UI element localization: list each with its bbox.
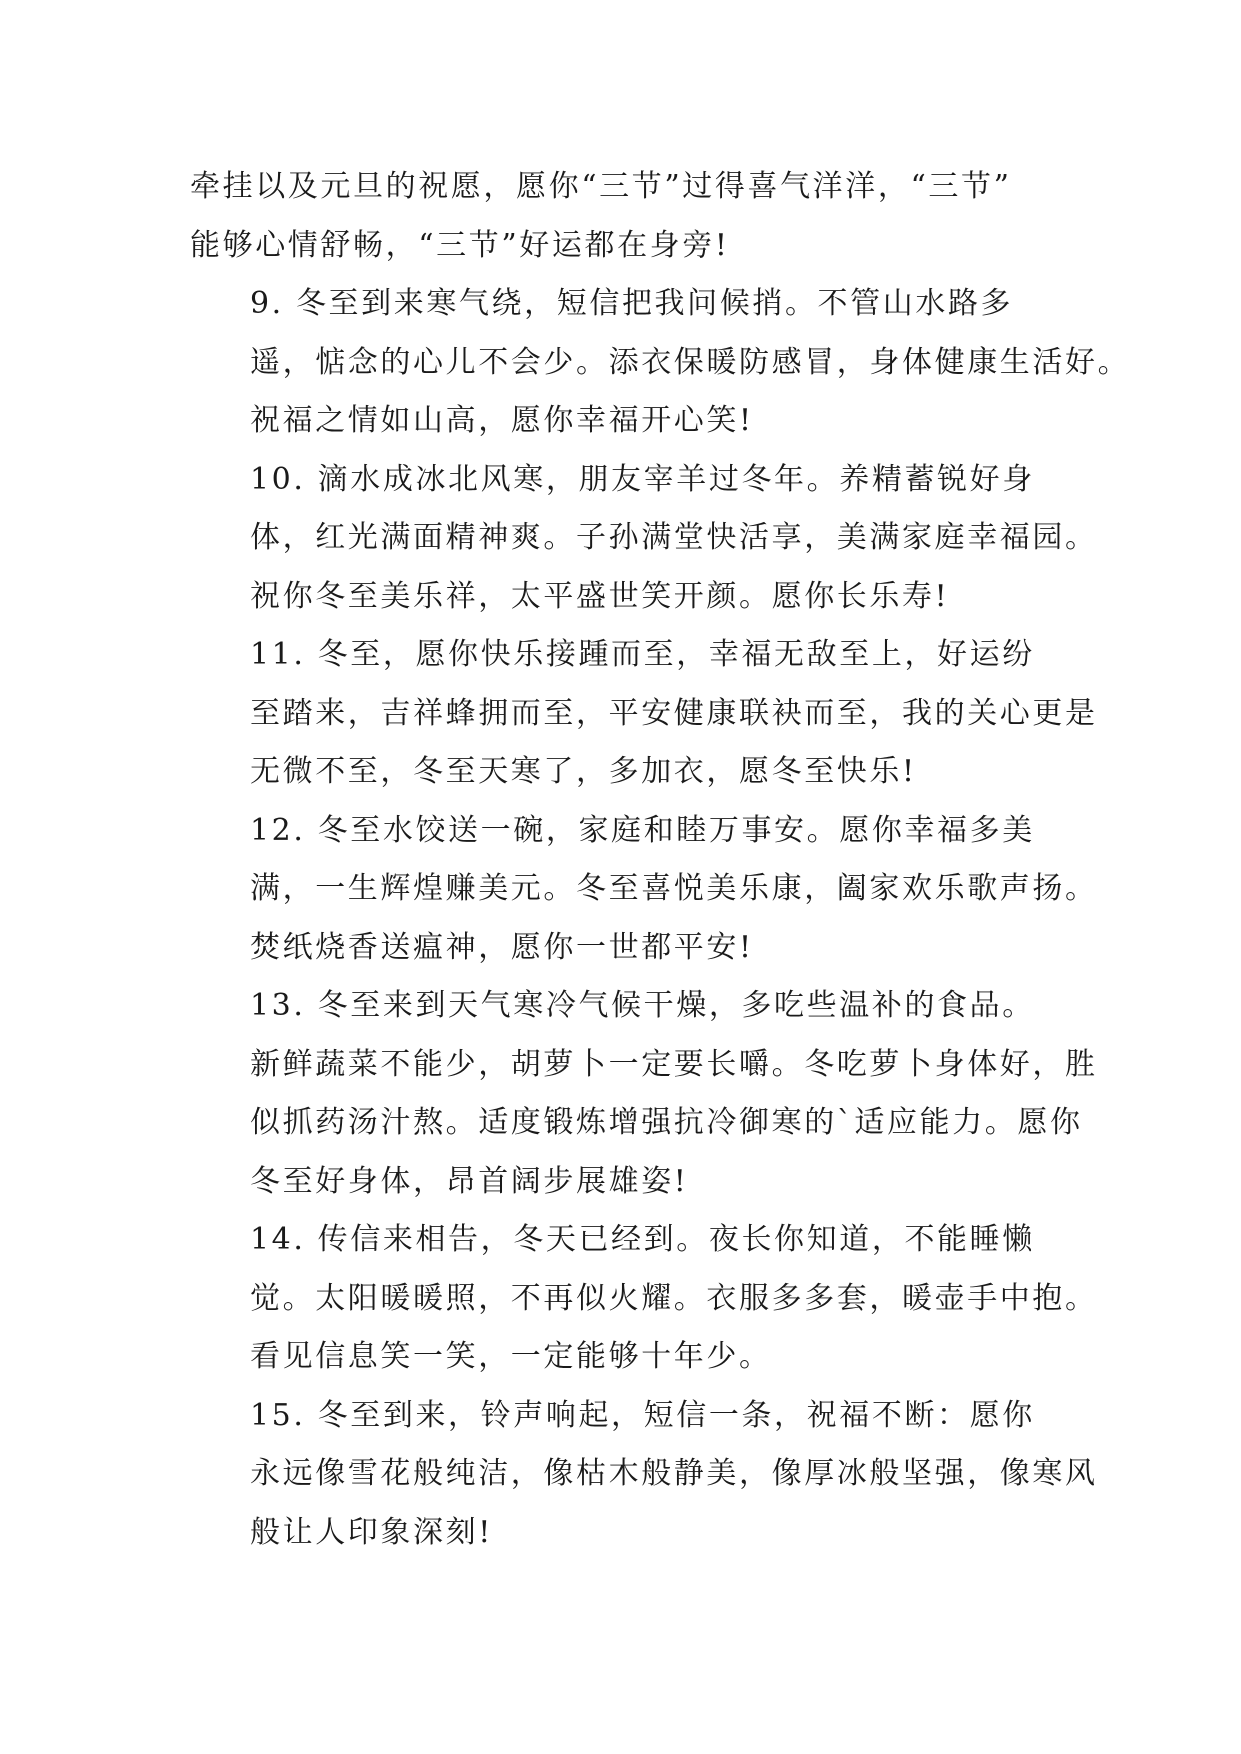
text-line: 10. 滴水成冰北风寒，朋友宰羊过冬年。养精蓄锐好身 (250, 461, 1035, 497)
text-line: 冬至好身体，昂首阔步展雄姿! (250, 1163, 689, 1199)
paragraph-item-11 (190, 626, 1098, 802)
paragraph-item-14 (190, 1211, 1098, 1387)
text-line: 能够心情舒畅，“三节”好运都在身旁! (190, 227, 730, 263)
text-line: 无微不至，冬至天寒了，多加衣，愿冬至快乐! (250, 754, 917, 789)
text-line: 焚纸烧香送瘟神，愿你一世都平安! (250, 929, 754, 965)
text-line: 13. 冬至来到天气寒冷气候干燥，多吃些温补的食品。 (250, 988, 1035, 1023)
text-line: 觉。太阳暖暖照，不再似火耀。衣服多多套，暖壶手中抱。 (250, 1280, 1098, 1316)
text-line: 新鲜蔬菜不能少，胡萝卜一定要长嚼。冬吃萝卜身体好，胜 (250, 1046, 1098, 1082)
text-line: 永远像雪花般纯洁，像枯木般静美，像厚冰般坚强，像寒风 (250, 1456, 1098, 1491)
text-line: 15. 冬至到来，铃声响起，短信一条，祝福不断：愿你 (250, 1397, 1035, 1433)
text-line: 遥，惦念的心儿不会少。添衣保暖防感冒，身体健康生活好。 (250, 344, 1131, 380)
paragraph-item-13 (190, 977, 1098, 1211)
text-line: 11. 冬至，愿你快乐接踵而至，幸福无敌至上，好运纷 (250, 637, 1035, 672)
text-line: 14. 传信来相告，冬天已经到。夜长你知道，不能睡懒 (250, 1222, 1035, 1257)
text-line: 祝你冬至美乐祥，太平盛世笑开颜。愿你长乐寿! (250, 578, 950, 614)
text-line: 似抓药汤汁熬。适度锻炼增强抗冷御寒的`适应能力。愿你 (250, 1105, 1083, 1140)
document-page (190, 158, 1131, 1562)
paragraph-item-15 (190, 1387, 1098, 1563)
text-line: 看见信息笑一笑，一定能够十年少。 (250, 1339, 772, 1374)
paragraph-item-10 (190, 451, 1098, 627)
text-line: 祝福之情如山高，愿你幸福开心笑! (250, 403, 754, 438)
paragraph-item-9 (190, 275, 1131, 451)
text-line: 9. 冬至到来寒气绕，短信把我问候捎。不管山水路多 (250, 286, 1014, 321)
text-line: 12. 冬至水饺送一碗，家庭和睦万事安。愿你幸福多美 (250, 812, 1035, 848)
text-line: 牵挂以及元旦的祝愿，愿你“三节”过得喜气洋洋，“三节” (190, 169, 1012, 204)
paragraph-continuation (190, 158, 1060, 275)
paragraph-item-12 (190, 802, 1098, 978)
text-line: 满，一生辉煌赚美元。冬至喜悦美乐康，阖家欢乐歌声扬。 (250, 871, 1098, 906)
text-line: 般让人印象深刻! (250, 1514, 493, 1550)
text-line: 体，红光满面精神爽。子孙满堂快活享，美满家庭幸福园。 (250, 520, 1098, 555)
text-line: 至踏来，吉祥蜂拥而至，平安健康联袂而至，我的关心更是 (250, 695, 1098, 731)
